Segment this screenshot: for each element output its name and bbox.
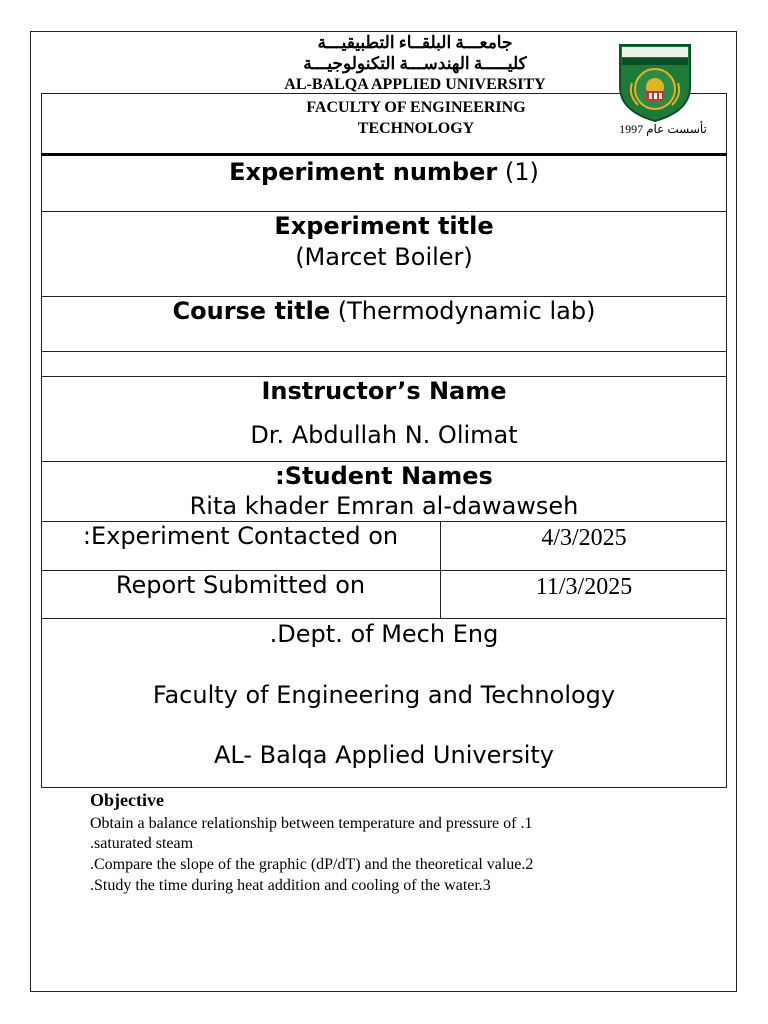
faculty-line-2: TECHNOLOGY [357, 120, 475, 137]
objective-title: Objective [90, 790, 164, 810]
student-names-label: :Student Names [275, 462, 493, 490]
faculty-name-en [250, 97, 582, 139]
objective-line: Obtain a balance relationship between temperature and pressure of .1 [90, 815, 533, 832]
experiment-number [41, 157, 727, 187]
arabic-faculty-name: كليـــــة الهندســـة التكنولوجيـــة [303, 54, 527, 73]
university-full-name: AL- Balqa Applied University [214, 741, 554, 769]
course-title-value: (Thermodynamic lab) [337, 297, 596, 325]
founded-year: تأسست عام 1997 [619, 122, 707, 136]
report-submitted-label: Report Submitted on [115, 571, 366, 599]
experiment-conducted-label: :Experiment Contacted on [82, 522, 399, 550]
arabic-university-name: جامعـــة البلقــاء التطبيقيـــة [317, 33, 513, 52]
experiment-title-label: Experiment title [274, 212, 494, 240]
faculty-full-name: Faculty of Engineering and Technology [152, 681, 616, 709]
course-title [41, 296, 727, 326]
objective-line: .Study the time during heat addition and cooling of the water.3 [90, 877, 491, 894]
report-submitted-date: 11/3/2025 [535, 574, 633, 600]
department: .Dept. of Mech Eng [269, 620, 499, 648]
faculty-line-1: FACULTY OF ENGINEERING [306, 99, 526, 116]
experiment-number-value: (1) [504, 158, 539, 186]
university-logo [616, 43, 694, 123]
experiment-title-value: (Marcet Boiler) [295, 243, 473, 271]
row-divider [41, 351, 727, 352]
student-names: Rita khader Emran al-dawawseh [189, 492, 579, 520]
instructor-label: Instructor’s Name [261, 377, 507, 405]
objective-line: .saturated steam [90, 835, 194, 852]
experiment-conducted-date: 4/3/2025 [541, 525, 627, 551]
instructor-name: Dr. Abdullah N. Olimat [250, 421, 518, 449]
experiment-number-label: Experiment number [229, 158, 498, 186]
university-name-en: AL-BALQA APPLIED UNIVERSITY [284, 76, 546, 93]
course-title-label: Course title [172, 297, 331, 325]
objective-line: .Compare the slope of the graphic (dP/dT) and the theoretical value.2 [90, 856, 534, 873]
